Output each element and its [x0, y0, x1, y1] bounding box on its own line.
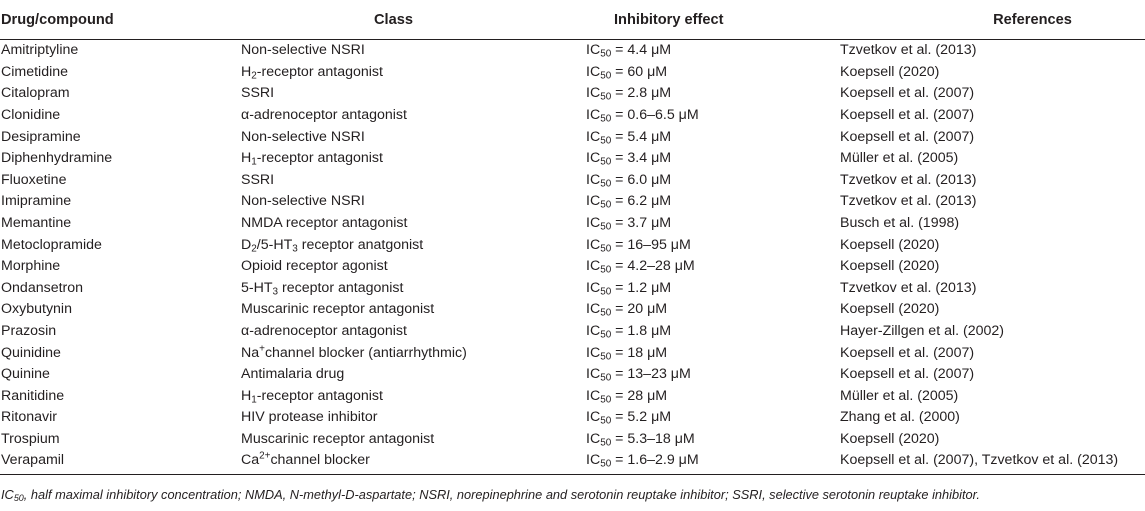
class-text-suffix: /5-HT — [256, 236, 293, 253]
cell-reference: Koepsell (2020) — [840, 301, 940, 318]
cell-class — [241, 450, 586, 474]
cell-inhibitory-effect — [586, 256, 840, 278]
cell-inhibitory-effect — [586, 213, 840, 235]
ic-label: IC — [586, 452, 601, 469]
ic-subscript: 50 — [600, 437, 612, 449]
cell-reference: Zhang et al. (2000) — [840, 409, 960, 426]
table-row — [0, 126, 1145, 148]
cell-class — [241, 321, 586, 343]
ic-subscript: 50 — [600, 48, 612, 60]
cell-drug: Metoclopramide — [1, 236, 102, 253]
cell-inhibitory-effect — [586, 126, 840, 148]
cell-reference: Tzvetkov et al. (2013) — [840, 279, 977, 296]
cell-inhibitory-effect — [586, 450, 840, 474]
effect-value: = 20 μM — [611, 301, 668, 318]
ic-subscript: 50 — [600, 113, 612, 125]
cell-reference: Koepsell et al. (2007) — [840, 85, 975, 102]
cell-inhibitory-effect — [586, 40, 840, 62]
ic-label: IC — [586, 171, 601, 188]
class-superscript: 2+ — [259, 450, 271, 462]
class-text-suffix: channel blocker (antiarrhythmic) — [264, 344, 467, 361]
effect-value: = 4.4 μM — [611, 42, 672, 59]
table-row — [0, 83, 1145, 105]
effect-value: = 3.4 μM — [611, 150, 672, 167]
table-footnote — [0, 475, 1145, 502]
class-text-suffix: receptor antagonist — [278, 279, 404, 296]
class-subscript: 2 — [251, 243, 257, 255]
table-row — [0, 407, 1145, 429]
cell-reference: Koepsell (2020) — [840, 236, 940, 253]
effect-value: = 3.7 μM — [611, 215, 672, 232]
table-row — [0, 429, 1145, 451]
table-row — [0, 62, 1145, 84]
cell-inhibitory-effect — [586, 148, 840, 170]
class-text: Ca — [241, 452, 260, 469]
cell-drug: Desipramine — [1, 128, 81, 145]
cell-reference: Koepsell (2020) — [840, 430, 940, 447]
ic-subscript: 50 — [600, 156, 612, 168]
ic-label: IC — [586, 42, 601, 59]
cell-class — [241, 299, 586, 321]
class-text-suffix: -receptor antagonist — [256, 63, 383, 80]
ic-subscript: 50 — [600, 243, 612, 255]
ic-label: IC — [586, 63, 601, 80]
footnote-ic-label: IC — [1, 487, 14, 503]
cell-class — [241, 62, 586, 84]
ic-subscript: 50 — [600, 178, 612, 190]
ic-label: IC — [586, 323, 601, 340]
effect-value: = 0.6–6.5 μM — [611, 107, 699, 124]
cell-inhibitory-effect — [586, 278, 840, 300]
cell-inhibitory-effect — [586, 83, 840, 105]
table-row — [0, 105, 1145, 127]
effect-value: = 28 μM — [611, 387, 668, 404]
table-row — [0, 191, 1145, 213]
ic-subscript: 50 — [600, 394, 612, 406]
cell-class — [241, 191, 586, 213]
class-text: D — [241, 236, 252, 253]
cell-drug: Diphenhydramine — [1, 150, 113, 167]
table-row — [0, 278, 1145, 300]
table-row — [0, 342, 1145, 364]
cell-reference: Hayer-Zillgen et al. (2002) — [840, 323, 1005, 340]
class-text: Muscarinic receptor antagonist — [241, 301, 435, 318]
cell-reference: Müller et al. (2005) — [840, 387, 959, 404]
cell-drug: Citalopram — [1, 85, 70, 102]
class-subscript: 1 — [251, 394, 257, 406]
effect-value: = 60 μM — [611, 63, 668, 80]
ic-label: IC — [586, 193, 601, 210]
footnote-ic-sub: 50 — [13, 493, 24, 504]
cell-reference: Koepsell (2020) — [840, 258, 940, 275]
table-header — [0, 0, 1145, 40]
cell-inhibitory-effect — [586, 105, 840, 127]
class-text: H — [241, 150, 252, 167]
cell-class — [241, 126, 586, 148]
effect-value: = 18 μM — [611, 344, 668, 361]
cell-reference: Koepsell (2020) — [840, 63, 940, 80]
cell-reference: Koepsell et al. (2007) — [840, 344, 975, 361]
ic-label: IC — [586, 387, 601, 404]
cell-inhibitory-effect — [586, 429, 840, 451]
class-text: SSRI — [241, 171, 275, 188]
ic-subscript: 50 — [600, 329, 612, 341]
class-subscript: 2 — [251, 70, 257, 82]
cell-drug: Ritonavir — [1, 409, 57, 426]
cell-inhibitory-effect — [586, 364, 840, 386]
ic-label: IC — [586, 301, 601, 318]
ic-label: IC — [586, 85, 601, 102]
ic-subscript: 50 — [600, 415, 612, 427]
table-row — [0, 170, 1145, 192]
class-subscript: 1 — [251, 156, 257, 168]
cell-drug: Trospium — [1, 430, 60, 447]
cell-inhibitory-effect — [586, 62, 840, 84]
ic-subscript: 50 — [600, 91, 612, 103]
cell-reference: Tzvetkov et al. (2013) — [840, 193, 977, 210]
class-text-suffix: receptor anatgonist — [297, 236, 424, 253]
ic-label: IC — [586, 366, 601, 383]
class-text: H — [241, 387, 252, 404]
ic-subscript: 50 — [600, 286, 612, 298]
class-text: Non-selective NSRI — [241, 193, 365, 210]
cell-drug: Quinidine — [1, 344, 61, 361]
effect-value: = 1.8 μM — [611, 323, 672, 340]
class-text: α-adrenoceptor antagonist — [241, 107, 407, 124]
table-row — [0, 234, 1145, 256]
ic-label: IC — [586, 107, 601, 124]
cell-drug: Cimetidine — [1, 63, 69, 80]
header-effect: Inhibitory effect — [586, 0, 840, 40]
cell-inhibitory-effect — [586, 321, 840, 343]
cell-class — [241, 83, 586, 105]
class-text-suffix: channel blocker — [270, 452, 370, 469]
cell-class — [241, 256, 586, 278]
header-row — [0, 0, 1145, 40]
table-row — [0, 256, 1145, 278]
effect-value: = 6.2 μM — [611, 193, 672, 210]
class-text: H — [241, 63, 252, 80]
ic-subscript: 50 — [600, 135, 612, 147]
class-text: HIV protease inhibitor — [241, 409, 378, 426]
ic-label: IC — [586, 344, 601, 361]
cell-drug: Ranitidine — [1, 387, 65, 404]
cell-inhibitory-effect — [586, 234, 840, 256]
class-subscript: 3 — [292, 243, 298, 255]
cell-class — [241, 386, 586, 408]
cell-class — [241, 213, 586, 235]
effect-value: = 13–23 μM — [611, 366, 691, 383]
class-subscript: 3 — [272, 286, 279, 298]
ic-label: IC — [586, 215, 601, 232]
cell-inhibitory-effect — [586, 299, 840, 321]
ic-subscript: 50 — [600, 307, 612, 319]
table-row — [0, 321, 1145, 343]
cell-drug: Imipramine — [1, 193, 72, 210]
cell-reference: Müller et al. (2005) — [840, 150, 959, 167]
cell-class — [241, 364, 586, 386]
class-text: α-adrenoceptor antagonist — [241, 323, 407, 340]
class-text-suffix: -receptor antagonist — [256, 387, 383, 404]
header-class: Class — [241, 0, 586, 40]
class-text: Muscarinic receptor antagonist — [241, 430, 435, 447]
cell-class — [241, 278, 586, 300]
cell-drug: Morphine — [1, 258, 61, 275]
ic-subscript: 50 — [600, 70, 612, 82]
cell-drug: Oxybutynin — [1, 301, 72, 318]
cell-inhibitory-effect — [586, 386, 840, 408]
ic-label: IC — [586, 409, 601, 426]
class-text: 5-HT — [241, 279, 273, 296]
table-row — [0, 148, 1145, 170]
cell-reference: Busch et al. (1998) — [840, 215, 960, 232]
class-text: Non-selective NSRI — [241, 128, 365, 145]
cell-drug: Clonidine — [1, 107, 61, 124]
header-references: References — [840, 0, 1145, 40]
effect-value: = 1.6–2.9 μM — [611, 452, 699, 469]
cell-reference: Tzvetkov et al. (2013) — [840, 42, 977, 59]
cell-class — [241, 407, 586, 429]
class-text: Opioid receptor agonist — [241, 258, 388, 275]
ic-label: IC — [586, 279, 601, 296]
cell-drug: Prazosin — [1, 323, 57, 340]
effect-value: = 5.2 μM — [611, 409, 672, 426]
ic-subscript: 50 — [600, 372, 612, 384]
class-text-suffix: -receptor antagonist — [256, 150, 383, 167]
cell-reference: Koepsell et al. (2007), Tzvetkov et al. (2013) — [840, 452, 1119, 469]
class-text: NMDA receptor antagonist — [241, 215, 408, 232]
cell-drug: Ondansetron — [1, 279, 84, 296]
ic-label: IC — [586, 150, 601, 167]
cell-class — [241, 170, 586, 192]
class-text: SSRI — [241, 85, 275, 102]
footnote-text: , half maximal inhibitory concentration; NMDA, N-methyl-D-aspartate; NSRI, norepinephrine and serotonin reuptake inhibitor; SSRI, selective serotonin reuptake inhibitor. — [23, 487, 980, 503]
effect-value: = 6.0 μM — [611, 171, 672, 188]
cell-inhibitory-effect — [586, 342, 840, 364]
ic-subscript: 50 — [600, 264, 612, 276]
effect-value: = 1.2 μM — [611, 279, 672, 296]
cell-reference: Tzvetkov et al. (2013) — [840, 171, 977, 188]
header-drug: Drug/compound — [0, 0, 241, 40]
table-row — [0, 213, 1145, 235]
ic-subscript: 50 — [600, 199, 612, 211]
effect-value: = 16–95 μM — [611, 236, 691, 253]
effect-value: = 5.3–18 μM — [611, 430, 695, 447]
effect-value: = 5.4 μM — [611, 128, 672, 145]
effect-value: = 4.2–28 μM — [611, 258, 695, 275]
table-row — [0, 450, 1145, 474]
table-row — [0, 364, 1145, 386]
table-row — [0, 386, 1145, 408]
cell-reference: Koepsell et al. (2007) — [840, 128, 975, 145]
cell-drug: Fluoxetine — [1, 171, 67, 188]
table-row — [0, 40, 1145, 62]
cell-class — [241, 148, 586, 170]
cell-inhibitory-effect — [586, 191, 840, 213]
ic-label: IC — [586, 128, 601, 145]
ic-label: IC — [586, 430, 601, 447]
table-row — [0, 299, 1145, 321]
cell-class — [241, 234, 586, 256]
class-text: Antimalaria drug — [241, 366, 345, 383]
ic-subscript: 50 — [600, 351, 612, 363]
class-superscript: + — [259, 343, 265, 355]
cell-drug: Amitriptyline — [1, 42, 79, 59]
class-text: Na — [241, 344, 260, 361]
class-text: Non-selective NSRI — [241, 42, 365, 59]
ic-subscript: 50 — [600, 221, 612, 233]
cell-class — [241, 429, 586, 451]
cell-reference: Koepsell et al. (2007) — [840, 107, 975, 124]
ic-subscript: 50 — [600, 458, 612, 470]
cell-class — [241, 40, 586, 62]
effect-value: = 2.8 μM — [611, 85, 672, 102]
cell-class — [241, 105, 586, 127]
cell-drug: Memantine — [1, 215, 72, 232]
cell-drug: Verapamil — [1, 452, 65, 469]
cell-inhibitory-effect — [586, 407, 840, 429]
cell-inhibitory-effect — [586, 170, 840, 192]
table-body — [0, 40, 1145, 475]
cell-drug: Quinine — [1, 366, 50, 383]
cell-class — [241, 342, 586, 364]
ic-label: IC — [586, 258, 601, 275]
cell-reference: Koepsell et al. (2007) — [840, 366, 975, 383]
ic-label: IC — [586, 236, 601, 253]
